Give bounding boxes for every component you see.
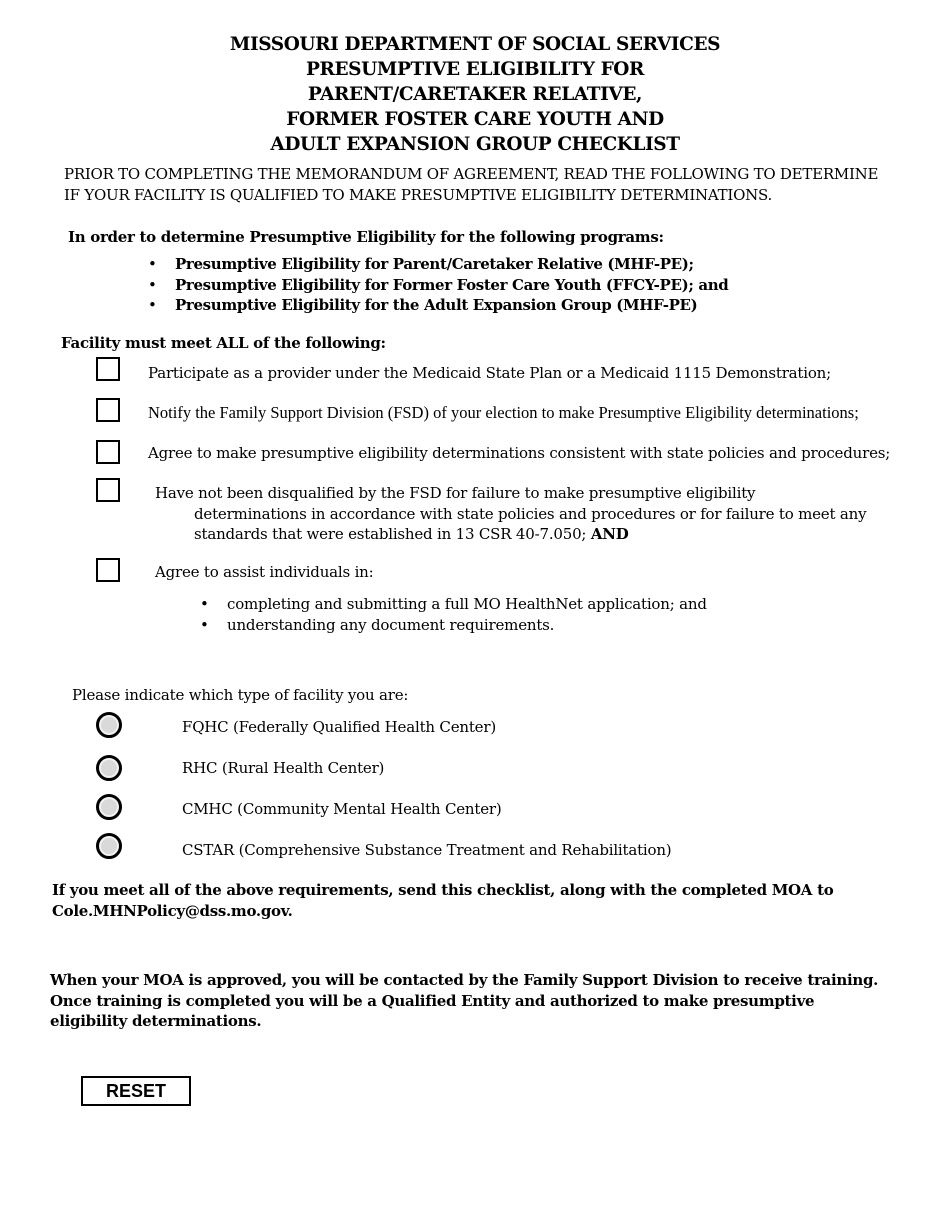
assist-item: completing and submitting a full MO HealthNet application; and: [227, 595, 707, 613]
assist-list: [200, 595, 707, 636]
bullet: •: [148, 296, 157, 314]
approval-note: [50, 970, 878, 1032]
facility-option-label: CMHC (Community Mental Health Center): [182, 800, 502, 818]
list-item: [148, 276, 728, 297]
facility-option-label: FQHC (Federally Qualified Health Center): [182, 718, 496, 736]
requirement-checkbox-4[interactable]: [96, 478, 120, 502]
facility-option-label: RHC (Rural Health Center): [182, 759, 385, 777]
page-title: [0, 32, 950, 157]
intro-line: IF YOUR FACILITY IS QUALIFIED TO MAKE PRESUMPTIVE ELIGIBILITY DETERMINATIONS.: [64, 186, 773, 204]
bullet: •: [200, 615, 209, 634]
approval-line: eligibility determinations.: [50, 1012, 262, 1030]
program-item: Presumptive Eligibility for Parent/Caretaker Relative (MHF-PE);: [175, 255, 694, 273]
programs-heading: In order to determine Presumptive Eligibility for the following programs:: [68, 228, 664, 246]
program-item: Presumptive Eligibility for Former Foster Care Youth (FFCY-PE); and: [175, 275, 729, 294]
requirements-heading: Facility must meet ALL of the following:: [61, 334, 386, 352]
facility-radio-rhc[interactable]: [96, 755, 122, 781]
facility-type-prompt: Please indicate which type of facility you are:: [72, 686, 409, 704]
bullet: •: [200, 595, 209, 613]
requirement-text-4: [155, 483, 866, 545]
requirement-checkbox-5[interactable]: [96, 558, 120, 582]
send-line: If you meet all of the above requirements, send this checklist, along with the completed MOA to: [52, 881, 834, 899]
facility-radio-cmhc[interactable]: [96, 794, 122, 820]
title-line: ADULT EXPANSION GROUP CHECKLIST: [270, 134, 680, 155]
title-line: FORMER FOSTER CARE YOUTH AND: [286, 109, 664, 130]
bullet: •: [148, 255, 157, 273]
list-item: [200, 595, 707, 616]
and-emphasis: AND: [590, 525, 629, 543]
facility-option-label: CSTAR (Comprehensive Substance Treatment and Rehabilitation): [182, 841, 672, 859]
email-address: Cole.MHNPolicy@dss.mo.gov.: [52, 901, 293, 920]
facility-radio-fqhc[interactable]: [96, 712, 122, 738]
requirement-checkbox-2[interactable]: [96, 398, 120, 422]
list-item: [200, 616, 707, 637]
send-instructions: [52, 880, 833, 921]
title-line: PRESUMPTIVE ELIGIBILITY FOR: [306, 59, 644, 80]
requirement-4-text: standards that were established in 13 CSR 40-7.050;: [194, 525, 591, 543]
reset-button[interactable]: RESET: [81, 1076, 191, 1106]
requirement-text-5: Agree to assist individuals in:: [155, 563, 374, 581]
approval-line: Once training is completed you will be a Qualified Entity and authorized to make presumptive: [50, 991, 815, 1010]
requirement-checkbox-3[interactable]: [96, 440, 120, 464]
approval-line: When your MOA is approved, you will be contacted by the Family Support Division to receive training.: [50, 971, 879, 989]
list-item: [148, 296, 728, 317]
requirement-4-line: determinations in accordance with state policies and procedures or for failure to meet any: [194, 504, 867, 523]
programs-list: [148, 255, 728, 317]
requirement-4-line: Have not been disqualified by the FSD for failure to make presumptive eligibility: [155, 484, 756, 502]
requirement-text-3: Agree to make presumptive eligibility determinations consistent with state policies and procedures;: [148, 444, 891, 462]
assist-item: understanding any document requirements.: [227, 615, 555, 634]
requirement-checkbox-1[interactable]: [96, 357, 120, 381]
requirement-text-2: Notify the Family Support Division (FSD) of your election to make Presumptive Eligibility determinations;: [148, 403, 859, 422]
bullet: •: [148, 275, 157, 294]
program-item: Presumptive Eligibility for the Adult Expansion Group (MHF-PE): [175, 296, 698, 314]
requirement-text-1: Participate as a provider under the Medicaid State Plan or a Medicaid 1115 Demonstration;: [148, 364, 831, 382]
title-line: PARENT/CARETAKER RELATIVE,: [307, 84, 643, 105]
requirement-4-line: [155, 524, 866, 545]
list-item: [148, 255, 728, 276]
intro-text: [64, 164, 924, 206]
title-line: MISSOURI DEPARTMENT OF SOCIAL SERVICES: [229, 34, 721, 55]
facility-radio-cstar[interactable]: [96, 833, 122, 859]
intro-line: PRIOR TO COMPLETING THE MEMORANDUM OF AGREEMENT, READ THE FOLLOWING TO DETERMINE: [64, 165, 879, 183]
